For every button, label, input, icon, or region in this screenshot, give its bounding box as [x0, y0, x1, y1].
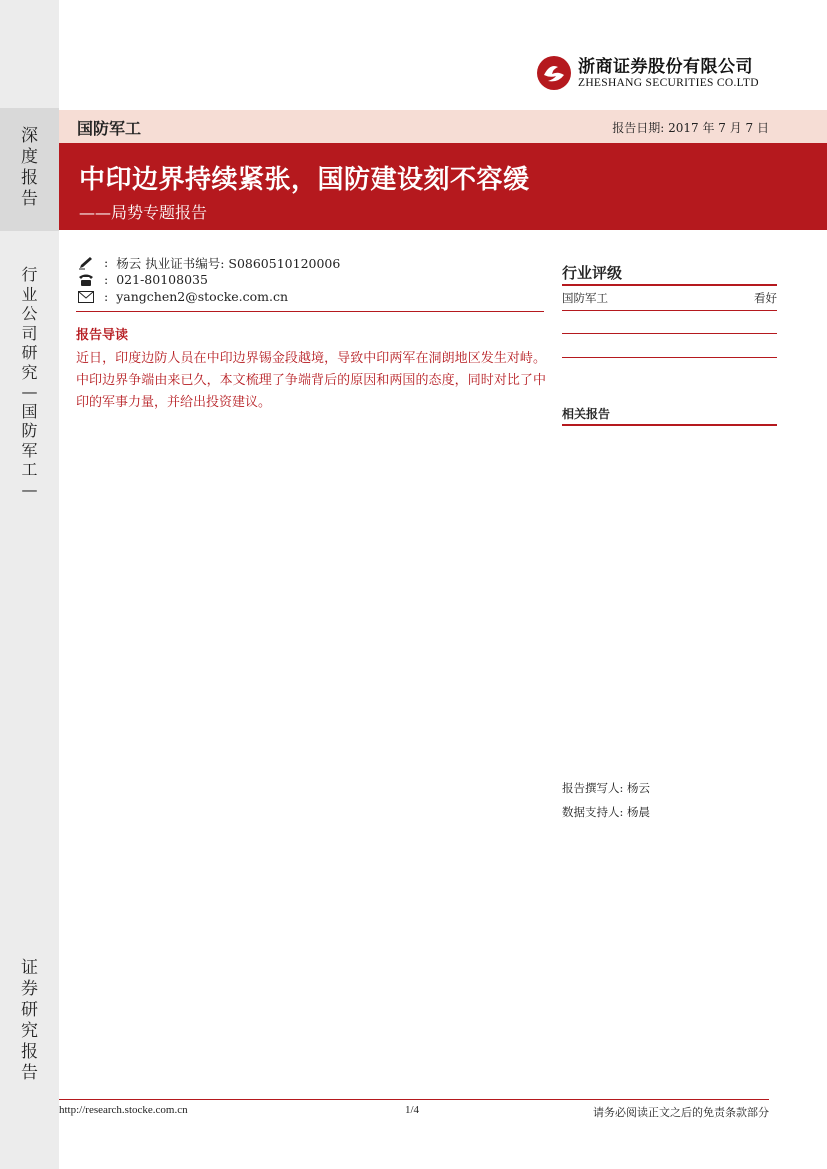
sector-band	[59, 110, 827, 143]
title-banner	[59, 143, 827, 230]
analyst-name-row	[76, 254, 340, 271]
related-reports-heading: 相关报告	[562, 407, 611, 421]
analyst-name: 杨云 执业证书编号: S0860510120006	[116, 255, 341, 271]
phone-icon	[76, 273, 96, 287]
report-date: 报告日期: 2017 年 7 月 7 日	[612, 121, 769, 135]
vertical-char: 公	[21, 304, 38, 323]
intro-heading: 报告导读	[76, 328, 129, 343]
separator: :	[104, 272, 109, 287]
company-logo	[536, 55, 759, 91]
vertical-char: 工	[21, 460, 38, 479]
vertical-char: 防	[21, 421, 38, 440]
footer-url-link[interactable]: http://research.stocke.com.cn	[59, 1104, 188, 1116]
company-name-cn: 浙商证券股份有限公司	[578, 56, 753, 77]
vertical-char: 军	[21, 440, 38, 460]
sector-label: 国防军工	[77, 119, 142, 138]
rating-sector: 国防军工	[562, 291, 608, 305]
analyst-email[interactable]: yangchen2@stocke.com.cn	[116, 289, 289, 304]
vertical-char: 司	[21, 323, 38, 343]
vertical-char: 究	[21, 362, 38, 382]
vertical-char: 报	[21, 1042, 38, 1062]
vertical-char: 告	[21, 189, 38, 209]
zheshang-logo-icon	[536, 55, 572, 91]
intro-body: 近日，印度边防人员在中印边界锡金段越境，导致中印两军在洞朗地区发生对峙。中印边界争端由来已久，本文梳理了争端背后的原因和两国的态度，同时对比了中印的军事力量，并给出投资建议。	[76, 351, 546, 410]
vertical-char: 业	[21, 284, 38, 304]
report-subtitle: ——局势专题报告	[79, 203, 208, 222]
vertical-char: 究	[21, 1021, 38, 1041]
divider	[562, 357, 777, 358]
vertical-char: 研	[21, 343, 38, 362]
rating-row	[562, 290, 777, 306]
separator: :	[104, 255, 109, 270]
vertical-char: 报	[21, 168, 38, 188]
securities-report-vertical	[0, 958, 59, 1084]
page-number: 1/4	[405, 1104, 420, 1116]
vertical-char: 度	[21, 147, 38, 167]
divider	[562, 424, 777, 426]
rating-value: 看好	[754, 291, 777, 305]
divider	[562, 333, 777, 334]
report-type-vertical	[0, 126, 59, 210]
pen-icon	[76, 256, 96, 270]
vertical-char: 深	[21, 126, 38, 146]
vertical-char: 国	[21, 401, 38, 421]
rating-heading: 行业评级	[562, 264, 623, 282]
vertical-char: 券	[21, 979, 38, 999]
vertical-char: 证	[21, 958, 38, 978]
report-title: 中印边界持续紧张，国防建设刻不容缓	[79, 165, 530, 195]
vertical-char: 行	[21, 265, 38, 284]
footer-divider	[59, 1099, 769, 1100]
divider	[76, 311, 544, 312]
vertical-char: 告	[21, 1063, 38, 1083]
vertical-char: 研	[21, 1000, 38, 1020]
divider	[562, 310, 777, 311]
category-vertical	[0, 265, 59, 499]
analyst-email-row	[76, 288, 288, 305]
footer-disclaimer: 请务必阅读正文之后的免责条款部分	[593, 1106, 769, 1119]
divider	[562, 284, 777, 286]
envelope-icon	[76, 291, 96, 303]
data-support: 数据支持人: 杨晨	[562, 805, 651, 819]
separator: :	[104, 289, 109, 304]
vertical-char: —	[21, 382, 38, 401]
analyst-phone: 021-80108035	[116, 272, 208, 287]
vertical-char: —	[21, 479, 38, 499]
company-name-en: ZHESHANG SECURITIES CO.LTD	[578, 76, 759, 89]
report-writer: 报告撰写人: 杨云	[562, 781, 651, 795]
analyst-phone-row	[76, 271, 208, 288]
